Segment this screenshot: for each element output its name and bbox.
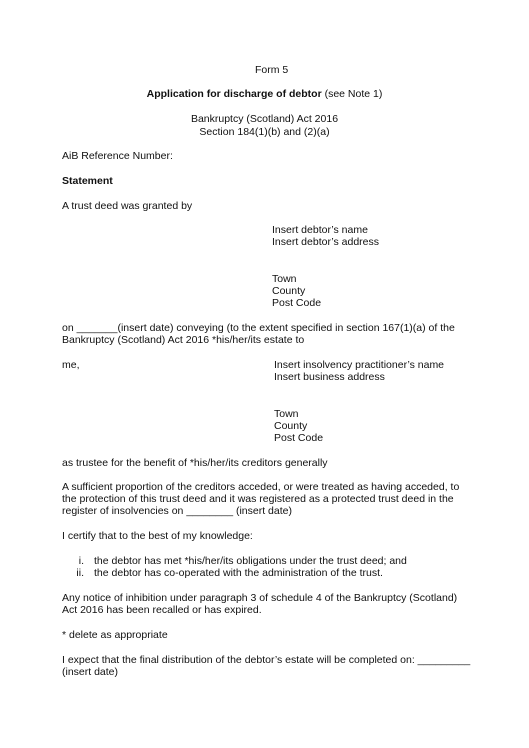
inhibition-line-2: Act 2016 has been recalled or has expired. — [62, 604, 262, 616]
proportion-line-2: the protection of this trust deed and it was registered as a protected trust deed in the — [62, 493, 454, 505]
form-title-bold: Application for discharge of debtor — [146, 88, 322, 100]
debtor-address-field: Insert debtor’s address — [272, 236, 380, 248]
list-item-number: i. — [78, 555, 84, 567]
debtor-name-field: Insert debtor’s name — [272, 224, 368, 236]
form-title-note: (see Note 1) — [324, 88, 383, 100]
distribution-line-2: (insert date) — [62, 666, 119, 678]
practitioner-county: County — [274, 420, 308, 432]
statement-heading: Statement — [62, 175, 113, 187]
form-number: Form 5 — [255, 64, 289, 76]
proportion-line-1: A sufficient proportion of the creditors acceded, or were treated as having acceded, to — [62, 481, 460, 493]
act-line-1: Bankruptcy (Scotland) Act 2016 — [190, 113, 339, 125]
certify-line: I certify that to the best of my knowledge: — [62, 530, 253, 542]
list-item-text: the debtor has co-operated with the administration of the trust. — [94, 567, 383, 579]
form-title — [0, 88, 529, 101]
aib-reference-label: AiB Reference Number: — [62, 150, 173, 162]
practitioner-post-code: Post Code — [274, 432, 324, 444]
trust-deed-intro: A trust deed was granted by — [62, 200, 193, 212]
conveying-line-2: Bankruptcy (Scotland) Act 2016 *his/her/its estate to — [62, 334, 305, 346]
debtor-post-code: Post Code — [272, 297, 322, 309]
inhibition-line-1: Any notice of inhibition under paragraph 3 of schedule 4 of the Bankruptcy (Scotland) — [62, 592, 458, 604]
practitioner-town: Town — [274, 408, 299, 420]
trustee-line: as trustee for the benefit of *his/her/its creditors generally — [62, 457, 328, 469]
conveying-line-1: on _______(insert date) conveying (to the extent specified in section 167(1)(a) of the — [62, 322, 455, 334]
delete-note: * delete as appropriate — [62, 629, 168, 641]
debtor-county: County — [272, 285, 306, 297]
debtor-town: Town — [272, 273, 297, 285]
practitioner-name-field: Insert insolvency practitioner’s name — [274, 359, 445, 371]
proportion-line-3: register of insolvencies on ________ (insert date) — [62, 505, 292, 517]
practitioner-address-field: Insert business address — [274, 371, 385, 383]
me-label: me, — [62, 359, 80, 371]
distribution-line-1: I expect that the final distribution of the debtor’s estate will be completed on: _________ — [62, 654, 471, 666]
list-item-number: ii. — [76, 567, 84, 579]
act-line-2: Section 184(1)(b) and (2)(a) — [199, 126, 330, 138]
list-item-text: the debtor has met *his/her/its obligations under the trust deed; and — [94, 555, 407, 567]
